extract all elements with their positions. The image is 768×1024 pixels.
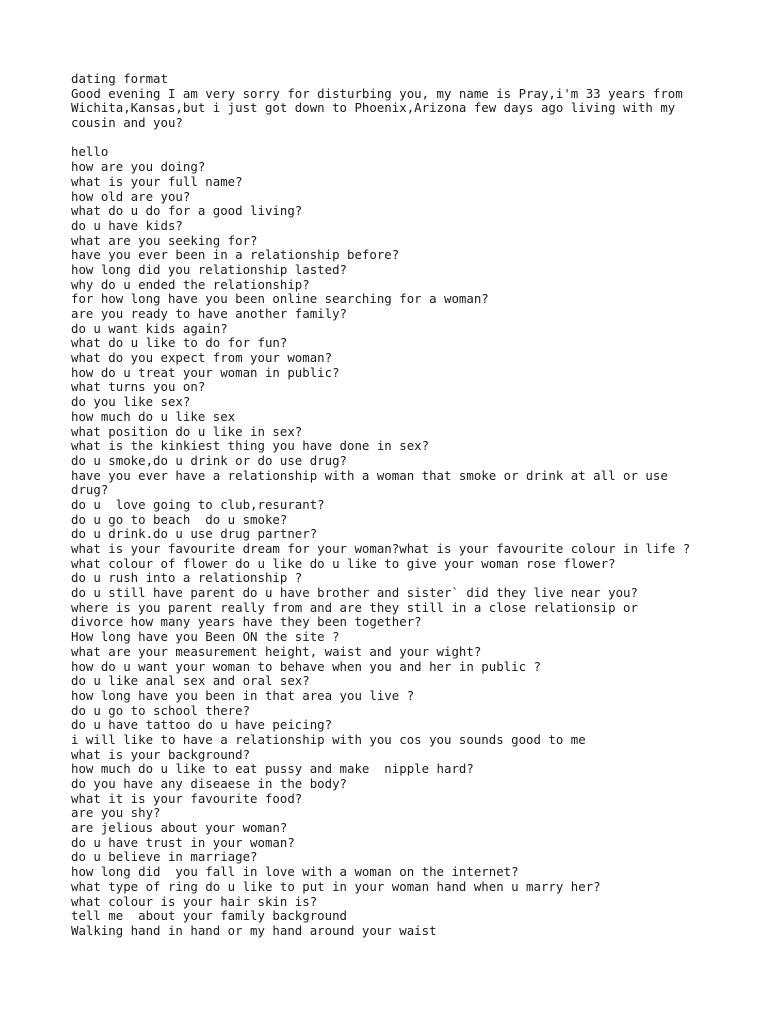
text-line: i will like to have a relationship with you cos you sounds good to me [71,731,586,747]
text-line: do u want kids again? [71,320,228,336]
text-line: what is your full name? [71,173,243,189]
text-line: how much do u like sex [71,408,236,424]
text-line: what type of ring do u like to put in your woman hand when u marry her? [71,878,601,894]
text-line: do u have trust in your woman? [71,834,295,850]
text-line: do u like anal sex and oral sex? [71,673,310,689]
text-line: Good evening I am very sorry for disturbing you, my name is Pray,i'm 33 years from [71,85,683,101]
text-line: dating format [71,71,168,86]
text-line: how long have you been in that area you live ? [71,687,415,703]
text-line: are you shy? [71,805,161,821]
text-line: how long did you relationship lasted? [71,261,348,277]
text-line: How long have you Been ON the site ? [71,629,340,645]
text-line: do u believe in marriage? [71,849,258,865]
text-line: do u have kids? [71,217,183,233]
text-line: what is your favourite dream for your woman?what is your favourite colour in life ? [71,541,691,556]
text-line: how long did you fall in love with a woman on the internet? [71,864,519,880]
text-line: tell me about your family background [71,908,348,924]
text-line: do you have any diseaese in the body? [71,776,348,791]
text-line: drug? [71,482,109,498]
text-line: how are you doing? [71,159,206,175]
text-line: have you ever have a relationship with a woman that smoke or drink at all or use [71,467,668,483]
text-line: what are you seeking for? [71,232,258,248]
text-line: do u have tattoo do u have peicing? [71,717,333,733]
text-line: how do u treat your woman in public? [71,364,340,380]
text-line: where is you parent really from and are they still in a close relationsip or [71,599,638,615]
text-line: what is the kinkiest thing you have done in sex? [71,438,430,454]
text-line: why do u ended the relationship? [71,276,310,292]
text-line: do u love going to club,resurant? [71,496,325,512]
text-line: are you ready to have another family? [71,306,348,321]
text-line: what position do u like in sex? [71,423,303,439]
text-line: Walking hand in hand or my hand around your waist [71,922,437,938]
text-line: do u go to beach do u smoke? [71,511,288,527]
text-line: hello [71,144,109,160]
text-line: what is your background? [71,746,251,762]
text-line: for how long have you been online searching for a woman? [71,291,489,307]
text-line: cousin and you? [71,115,183,131]
text-line: do u still have parent do u have brother and sister` did they live near you? [71,585,638,601]
text-line: divorce how many years have they been together? [71,614,422,630]
text-line: do u drink.do u use drug partner? [71,526,318,542]
text-line: have you ever been in a relationship before? [71,247,400,263]
text-line: what it is your favourite food? [71,790,303,806]
text-line: how much do u like to eat pussy and make nipple hard? [71,761,474,777]
document-body [71,72,731,939]
text-line: what are your measurement height, waist and your wight? [71,643,482,659]
text-line: what turns you on? [71,379,206,395]
text-line: do u smoke,do u drink or do use drug? [71,452,348,468]
text-line: do you like sex? [71,394,191,410]
text-line: how old are you? [71,188,191,204]
text-line: are jelious about your woman? [71,820,288,836]
text-line: Wichita,Kansas,but i just got down to Phoenix,Arizona few days ago living with my [71,100,676,116]
text-line: what do u do for a good living? [71,203,303,219]
text-line: how do u want your woman to behave when you and her in public ? [71,658,541,674]
text-line: do u rush into a relationship ? [71,570,303,586]
text-line: what do you expect from your woman? [71,350,333,366]
text-line: what do u like to do for fun? [71,335,288,351]
text-line: what colour of flower do u like do u like to give your woman rose flower? [71,555,616,571]
text-line: what colour is your hair skin is? [71,893,318,909]
blank-line [71,131,731,146]
text-line: do u go to school there? [71,702,251,718]
